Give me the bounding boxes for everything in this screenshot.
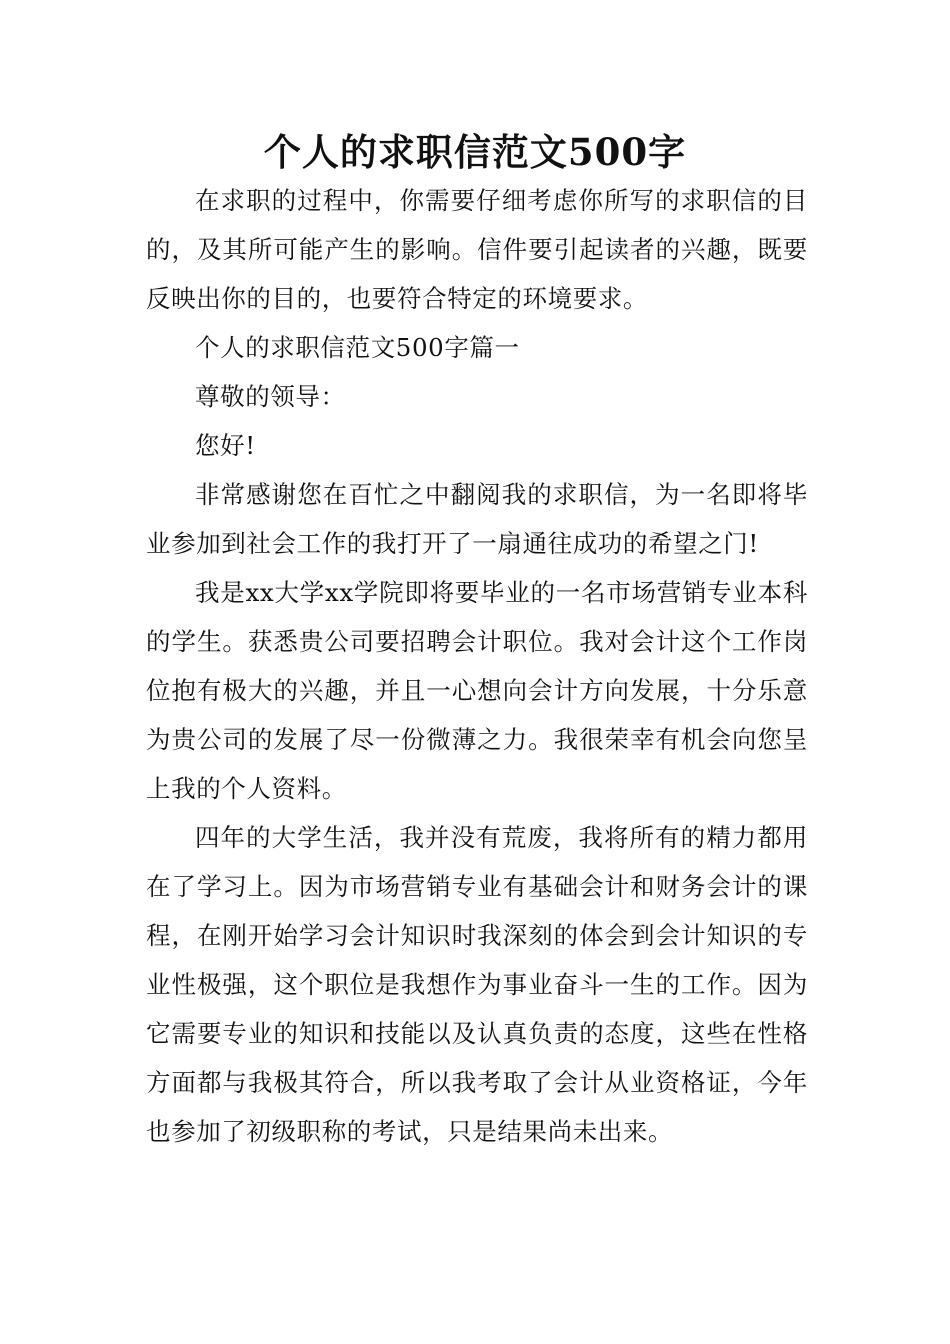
body-paragraph: 四年的大学生活，我并没有荒废，我将所有的精力都用在了学习上。因为市场营销专业有基础会计和财务会计的课程，在刚开始学习会计知识时我深刻的体会到会计知识的专业性极强，这个职位是我想作为事业奋斗一生的工作。因为它需要专业的知识和技能以及认真负责的态度，这些在性格方面都与我极其符合，所以我考取了会计从业资格证，今年也参加了初级职称的考试，只是结果尚未出来。 bbox=[146, 823, 808, 1146]
body-paragraph: 我是xx大学xx学院即将要毕业的一名市场营销专业本科的学生。获悉贵公司要招聘会计职位。我对会计这个工作岗位抱有极大的兴趣，并且一心想向会计方向发展，十分乐意为贵公司的发展了尽一份微薄之力。我很荣幸有机会向您呈上我的个人资料。 bbox=[146, 578, 808, 803]
body-paragraph: 非常感谢您在百忙之中翻阅我的求职信，为一名即将毕业参加到社会工作的我打开了一扇通往成功的希望之门! bbox=[146, 480, 808, 558]
document-body bbox=[146, 176, 808, 1156]
salutation: 尊敬的领导： bbox=[195, 382, 346, 411]
section-heading: 个人的求职信范文500字篇一 bbox=[195, 333, 520, 362]
intro-paragraph: 在求职的过程中，你需要仔细考虑你所写的求职信的目的，及其所可能产生的影响。信件要引起读者的兴趣，既要反映出你的目的，也要符合特定的环境要求。 bbox=[146, 186, 808, 313]
greeting: 您好! bbox=[195, 431, 256, 460]
page-title: 个人的求职信范文500字 bbox=[263, 130, 687, 174]
